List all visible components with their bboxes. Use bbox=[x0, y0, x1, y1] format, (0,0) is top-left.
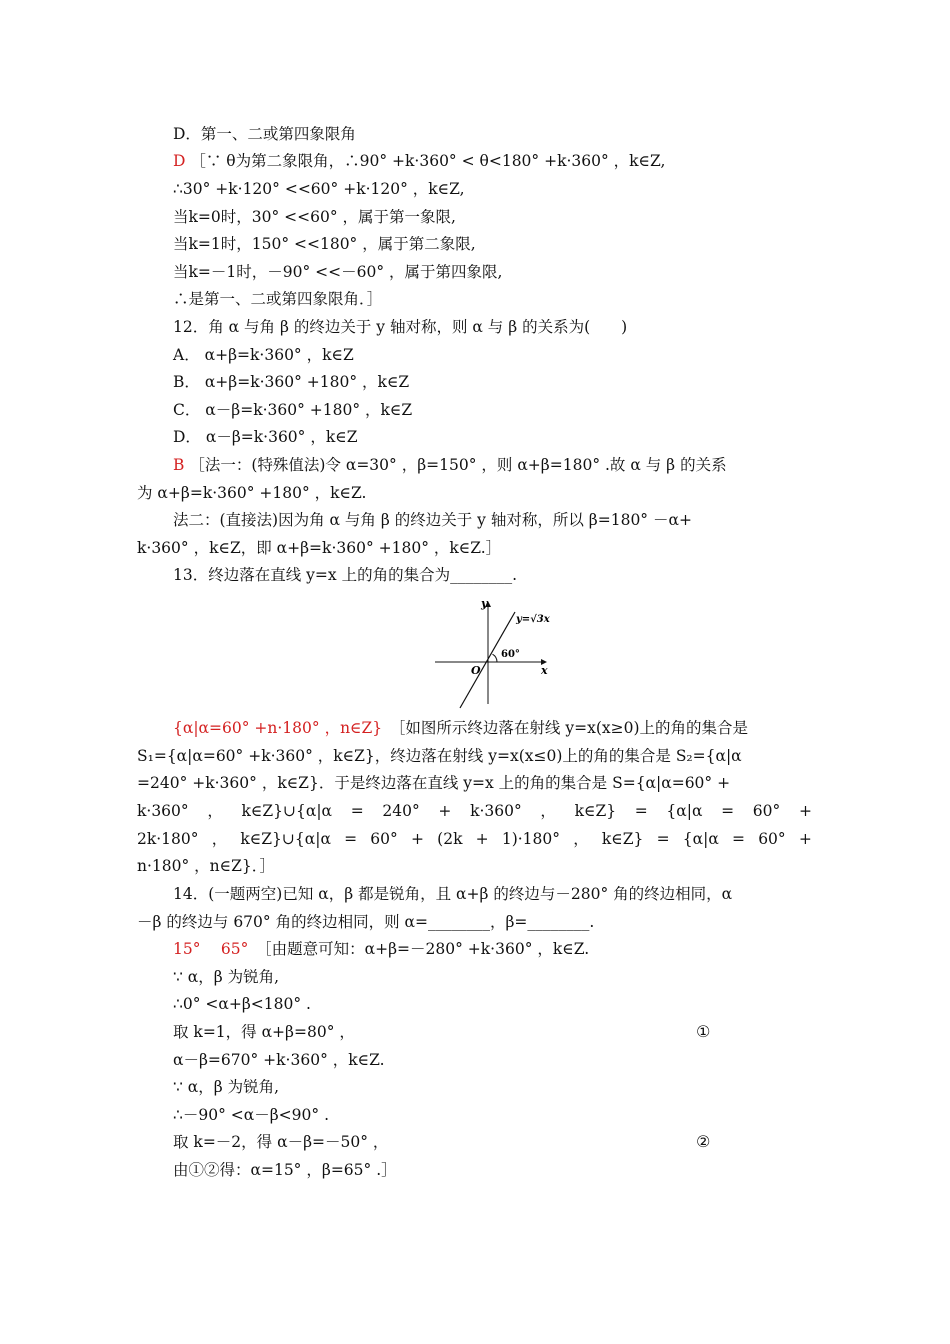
token: ， bbox=[207, 802, 223, 820]
question-stem: 13．终边落在直线 y=x 上的角的集合为________. bbox=[173, 566, 517, 584]
solution-line-justified bbox=[137, 829, 812, 849]
solution-line: ∴－90° <α－β<90° . bbox=[173, 1106, 329, 1124]
solution-line: k·360° ，k∈Z，即 α+β=k·360° +180° ，k∈Z.］ bbox=[137, 539, 502, 557]
line-equation-label: y=√3x bbox=[516, 614, 550, 625]
token: = bbox=[732, 830, 745, 848]
solution-line: =240° +k·360° ，k∈Z}．于是终边落在直线 y=x 上的角的集合是 S={α|α=60° + bbox=[137, 774, 731, 792]
token: 60° bbox=[752, 802, 781, 820]
token: = bbox=[656, 830, 670, 848]
option-c: C． α－β=k·360° +180° ，k∈Z bbox=[173, 401, 413, 419]
solution-line bbox=[173, 151, 665, 171]
option-d: D．第一、二或第四象限角 bbox=[173, 125, 356, 143]
solution-text: ［∵ θ为第二象限角，∴90° +k·360° < θ<180° +k·360° ，k∈Z, bbox=[190, 152, 666, 170]
solution-line bbox=[173, 718, 748, 738]
solution-line: ∵ α，β 为锐角, bbox=[173, 968, 280, 986]
token: k∈Z} bbox=[574, 802, 617, 820]
token: = bbox=[721, 802, 735, 820]
solution-line: 当k=0时，30° <<60° ，属于第一象限, bbox=[173, 208, 456, 226]
token: k∈Z}∪{α|α bbox=[240, 830, 331, 848]
answer-label: {α|α=60° +n·180° ，n∈Z} bbox=[173, 719, 383, 737]
token: = bbox=[344, 830, 358, 848]
angle-figure bbox=[433, 594, 558, 712]
solution-line: 当k=1时，150° <<180° ，属于第二象限, bbox=[173, 235, 476, 253]
token: 1)·180° bbox=[501, 830, 561, 848]
token: k·360° bbox=[470, 802, 522, 820]
token: = bbox=[634, 802, 648, 820]
token: ， bbox=[211, 830, 228, 848]
token: + bbox=[410, 830, 424, 848]
solution-line: 当k=－1时，－90° <<－60° ，属于第四象限, bbox=[173, 263, 503, 281]
solution-line bbox=[173, 455, 727, 475]
token: {α|α bbox=[666, 802, 703, 820]
equation-marker-1: ① bbox=[696, 1022, 711, 1041]
answer-label: B bbox=[173, 456, 185, 474]
question-stem: 14．(一题两空)已知 α，β 都是锐角，且 α+β 的终边与－280° 角的终边相同，α bbox=[173, 885, 733, 903]
solution-line bbox=[173, 939, 589, 959]
x-label: x bbox=[541, 664, 548, 677]
token: 60° bbox=[370, 830, 398, 848]
solution-text: ［由题意可知：α+β=－280° +k·360° ，k∈Z. bbox=[263, 940, 590, 958]
token: k∈Z} bbox=[601, 830, 644, 848]
solution-line: 为 α+β=k·360° +180° ，k∈Z. bbox=[137, 484, 367, 502]
option-a: A． α+β=k·360° ，k∈Z bbox=[173, 346, 354, 364]
token: 240° bbox=[382, 802, 420, 820]
origin-label: O bbox=[471, 664, 481, 677]
question-stem: 12．角 α 与角 β 的终边关于 y 轴对称，则 α 与 β 的关系为( ) bbox=[173, 318, 628, 336]
solution-line: α－β=670° +k·360° ，k∈Z. bbox=[173, 1051, 385, 1069]
solution-line: 取 k=－2，得 α－β=－50° ， bbox=[173, 1133, 389, 1151]
solution-line: ∴30° +k·120° <<60° +k·120° ，k∈Z, bbox=[173, 180, 465, 198]
equation-marker-2: ② bbox=[696, 1132, 711, 1151]
token: = bbox=[350, 802, 364, 820]
solution-text: ［法一：(特殊值法)令 α=30° ，β=150° ，则 α+β=180° .故 α 与 β 的关系 bbox=[189, 456, 727, 474]
solution-line-justified bbox=[137, 801, 812, 821]
angle-label: 60° bbox=[501, 649, 520, 660]
token: k·360° bbox=[137, 802, 189, 820]
solution-line: S₁={α|α=60° +k·360° ，k∈Z}，终边落在射线 y=x(x≤0)上的角的集合是 S₂={α|α bbox=[137, 747, 742, 765]
token: k∈Z}∪{α|α bbox=[241, 802, 333, 820]
solution-line: ∴是第一、二或第四象限角．］ bbox=[173, 290, 383, 308]
token: + bbox=[475, 830, 489, 848]
token: ， bbox=[573, 830, 589, 848]
option-b: B． α+β=k·360° +180° ，k∈Z bbox=[173, 373, 410, 391]
question-stem: －β 的终边与 670° 角的终边相同，则 α=________，β=________. bbox=[137, 913, 595, 931]
answer-label: 15° 65° bbox=[173, 940, 249, 958]
token: + bbox=[798, 802, 812, 820]
angle-arc bbox=[493, 654, 498, 662]
token: 60° bbox=[758, 830, 786, 848]
y-label: y bbox=[481, 597, 488, 610]
token: {α|α bbox=[682, 830, 719, 848]
token: (2k bbox=[437, 830, 463, 848]
solution-text: ［如图所示终边落在射线 y=x(x≥0)上的角的集合是 bbox=[397, 719, 749, 737]
token: ， bbox=[540, 802, 556, 820]
token: + bbox=[798, 830, 812, 848]
option-d: D． α－β=k·360° ，k∈Z bbox=[173, 428, 358, 446]
solution-line: 法二：(直接法)因为角 α 与角 β 的终边关于 y 轴对称，所以 β=180° －α+ bbox=[173, 511, 692, 529]
solution-line: ∵ α，β 为锐角, bbox=[173, 1078, 280, 1096]
solution-line: 取 k=1，得 α+β=80° ， bbox=[173, 1023, 355, 1041]
answer-label: D bbox=[173, 152, 186, 170]
solution-line: ∴0° <α+β<180° . bbox=[173, 995, 311, 1013]
solution-line: n·180° ，n∈Z}．］ bbox=[137, 857, 276, 875]
solution-line: 由①②得：α=15° ，β=65° .］ bbox=[173, 1161, 397, 1179]
token: 2k·180° bbox=[137, 830, 199, 848]
token: + bbox=[438, 802, 452, 820]
